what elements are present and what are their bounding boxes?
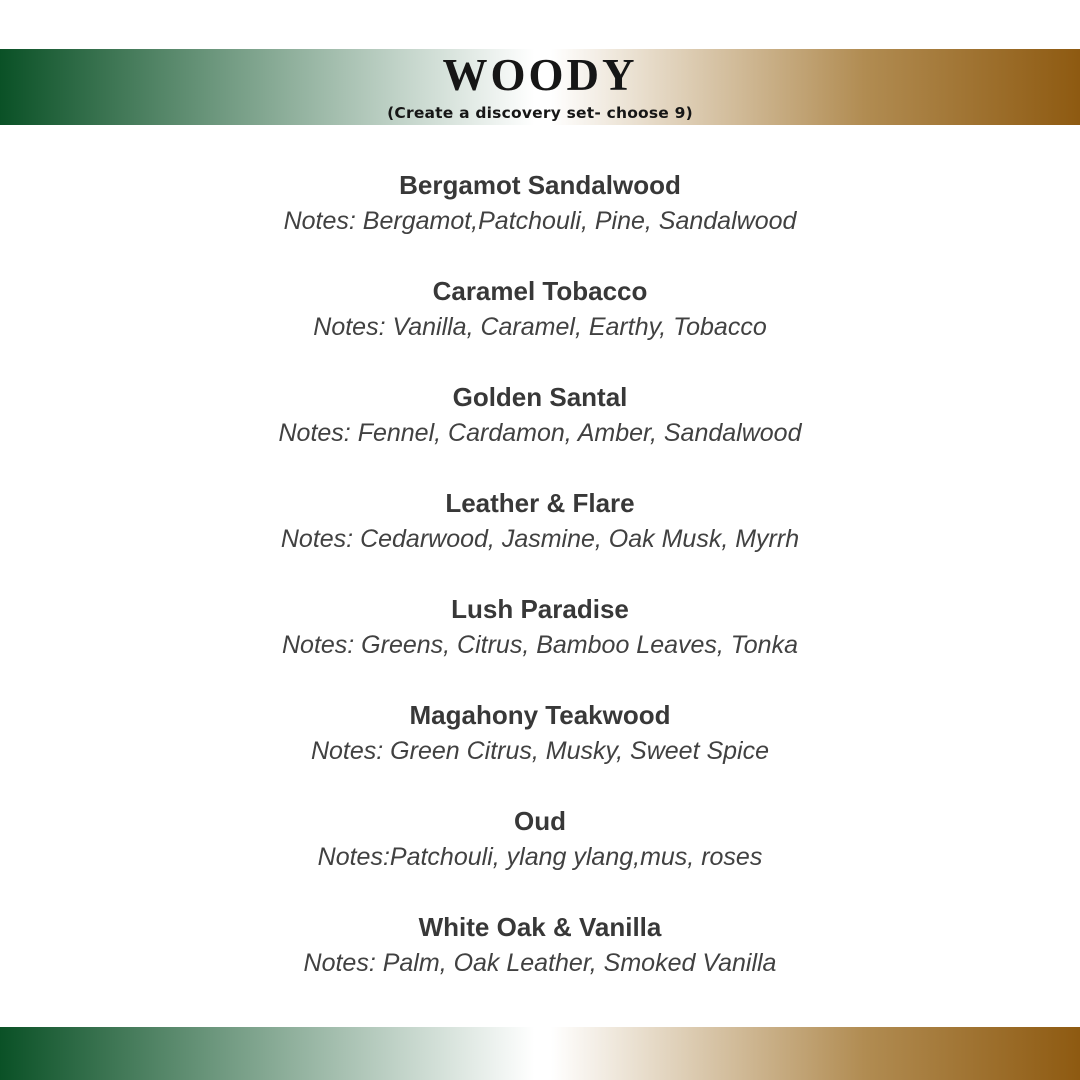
fragrance-entry bbox=[0, 379, 1080, 451]
fragrance-entry bbox=[0, 909, 1080, 981]
fragrance-notes: Notes: Palm, Oak Leather, Smoked Vanilla bbox=[303, 949, 777, 977]
footer-gradient-bar bbox=[0, 1027, 1080, 1080]
fragrance-name: Golden Santal bbox=[452, 382, 628, 412]
fragrance-notes: Notes: Green Citrus, Musky, Sweet Spice bbox=[310, 737, 770, 765]
fragrance-entry bbox=[0, 167, 1080, 239]
fragrance-notes: Notes: Bergamot,Patchouli, Pine, Sandalwood bbox=[283, 207, 797, 235]
page-title: WOODY bbox=[442, 49, 638, 100]
fragrance-name: Magahony Teakwood bbox=[409, 700, 671, 730]
fragrance-list bbox=[0, 125, 1080, 1015]
fragrance-name: Lush Paradise bbox=[451, 594, 629, 624]
fragrance-name: Bergamot Sandalwood bbox=[399, 170, 681, 200]
fragrance-name: Oud bbox=[514, 806, 566, 836]
header-gradient-bar bbox=[0, 49, 1080, 125]
fragrance-notes: Notes: Fennel, Cardamon, Amber, Sandalwood bbox=[278, 419, 802, 447]
fragrance-entry bbox=[0, 273, 1080, 345]
fragrance-name: Caramel Tobacco bbox=[432, 276, 648, 306]
fragrance-notes: Notes: Vanilla, Caramel, Earthy, Tobacco bbox=[313, 313, 767, 341]
fragrance-entry bbox=[0, 485, 1080, 557]
fragrance-entry bbox=[0, 591, 1080, 663]
page-subtitle: (Create a discovery set- choose 9) bbox=[387, 103, 693, 122]
fragrance-notes: Notes:Patchouli, ylang ylang,mus, roses bbox=[317, 843, 763, 871]
fragrance-entry bbox=[0, 803, 1080, 875]
fragrance-entry bbox=[0, 697, 1080, 769]
fragrance-name: White Oak & Vanilla bbox=[418, 912, 662, 942]
fragrance-name: Leather & Flare bbox=[445, 488, 635, 518]
fragrance-notes: Notes: Cedarwood, Jasmine, Oak Musk, Myrrh bbox=[280, 525, 800, 553]
fragrance-notes: Notes: Greens, Citrus, Bamboo Leaves, Tonka bbox=[281, 631, 798, 659]
